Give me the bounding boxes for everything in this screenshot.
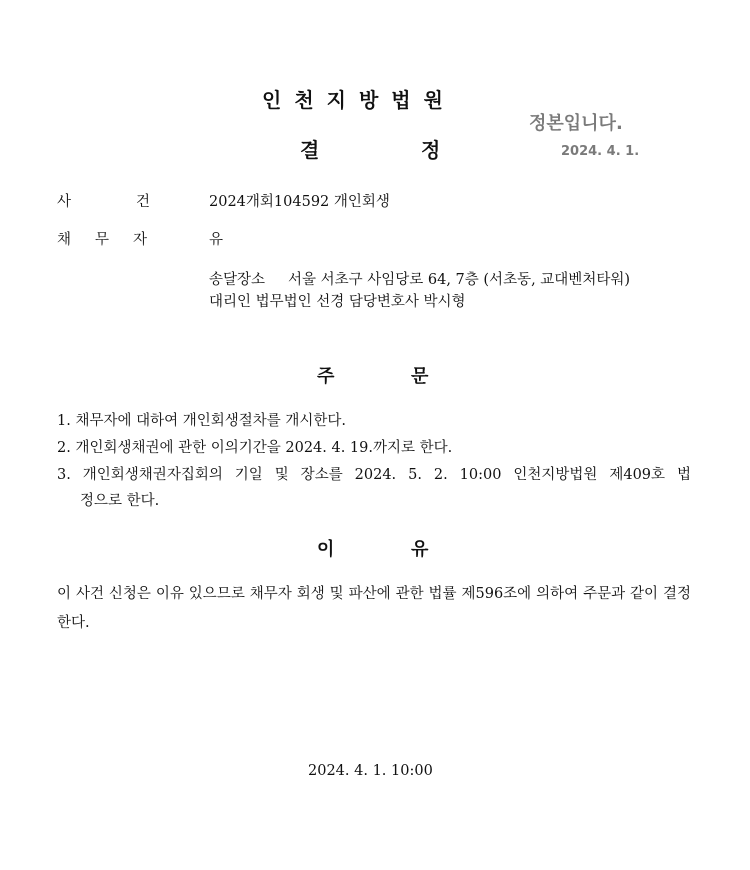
debtor-label-1: 채 — [57, 232, 72, 248]
case-label-2: 건 — [136, 194, 151, 210]
debtor-label-2: 무 — [95, 232, 110, 248]
order-heading-part2: 문 — [411, 366, 429, 387]
reason-text: 이 사건 신청은 이유 있으므로 채무자 회생 및 파산에 관한 법률 제596조에 의하여 주문과 같이 결정한다. — [57, 586, 691, 631]
case-number: 2024개회104592 개인회생 — [209, 194, 390, 210]
debtor-label-3: 자 — [133, 232, 148, 248]
order-item-2: 2. 개인회생채권에 관한 이의기간을 2024. 4. 19.까지로 한다. — [57, 440, 453, 456]
order-item-3-line1: 3. 개인회생채권자집회의 기일 및 장소를 2024. 5. 2. 10:00 인천지방법원 제409호 법 — [57, 467, 691, 483]
order-heading-part1: 주 — [317, 366, 335, 387]
certified-copy-date: 2024. 4. 1. — [561, 144, 640, 159]
document-type-part1: 결 — [300, 138, 320, 162]
decision-date: 2024. 4. 1. 10:00 — [308, 763, 433, 779]
case-label-1: 사 — [57, 194, 72, 210]
certified-copy-stamp: 정본입니다. — [529, 113, 623, 134]
reason-heading-part1: 이 — [317, 539, 335, 560]
debtor-name: 유 — [209, 232, 224, 248]
order-item-3 — [57, 462, 691, 514]
document-type-part2: 정 — [421, 138, 441, 162]
service-address: 서울 서초구 사임당로 64, 7층 (서초동, 교대벤처타워) — [288, 272, 630, 288]
reason-heading-part2: 유 — [411, 539, 429, 560]
order-item-1: 1. 채무자에 대하여 개인회생절차를 개시한다. — [57, 413, 347, 429]
order-item-3-line2: 정으로 한다. — [80, 493, 160, 509]
court-name: 인천지방법원 — [262, 88, 456, 112]
service-address-label: 송달장소 — [209, 272, 266, 288]
legal-agent: 대리인 법무법인 선경 담당변호사 박시형 — [209, 294, 466, 310]
